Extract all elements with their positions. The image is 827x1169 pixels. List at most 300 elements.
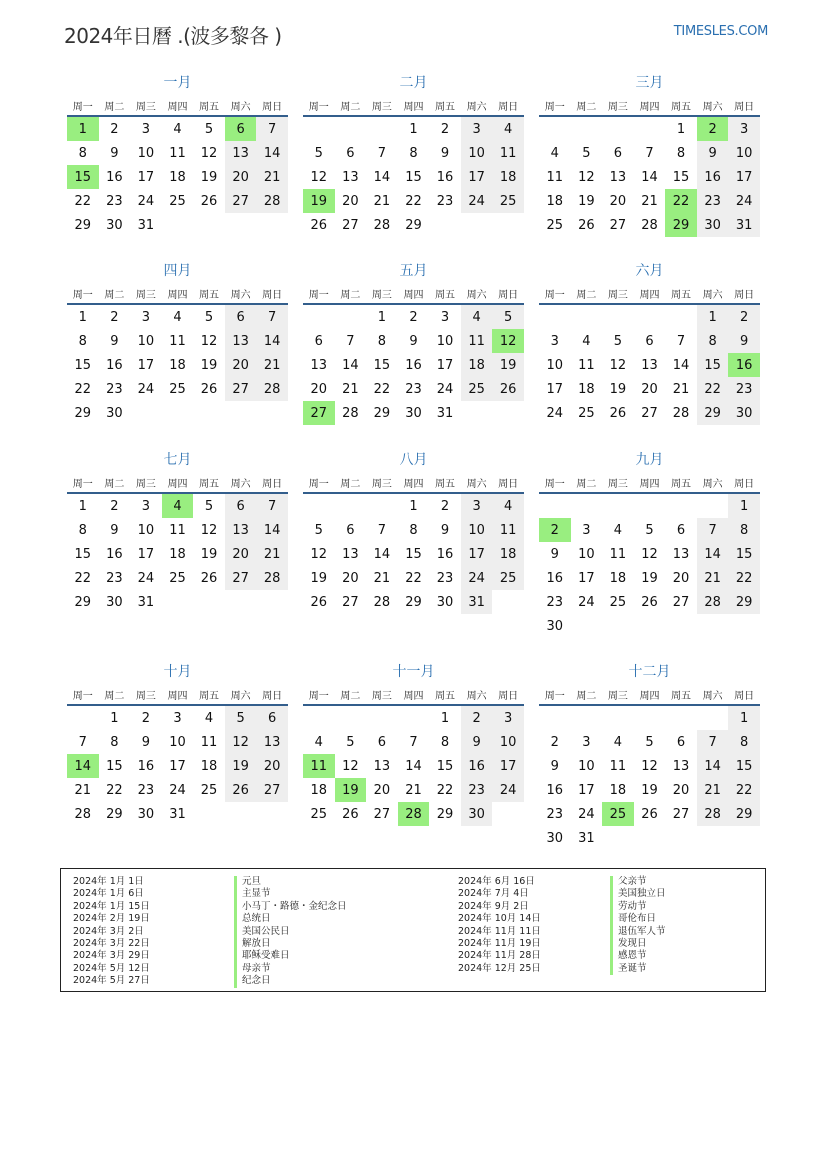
day-cell: 3 — [141, 498, 151, 514]
day-cell: 28 — [641, 217, 658, 233]
weekday-label: 周四 — [639, 101, 660, 113]
day-cell: 18 — [310, 782, 328, 798]
day-cell: 21 — [672, 381, 690, 397]
day-cell: 30 — [728, 401, 760, 425]
day-cell: 19 — [310, 570, 328, 586]
day-cell: 24 — [436, 381, 454, 397]
weekday-label: 周四 — [639, 478, 660, 490]
day-grid — [539, 305, 760, 425]
day-cell: 20 — [225, 165, 257, 189]
holiday-name: 感恩节 — [610, 950, 666, 962]
day-cell: 17 — [546, 381, 564, 397]
day-cell: 13 — [342, 169, 359, 185]
day-cell: 10 — [169, 734, 186, 750]
day-cell: 13 — [672, 546, 690, 562]
day-cell: 3 — [728, 117, 760, 141]
weekday-label: 周六 — [702, 478, 723, 490]
holiday-day-cell: 27 — [303, 401, 335, 425]
weekday-label: 周六 — [230, 289, 251, 301]
day-cell: 16 — [106, 169, 123, 185]
day-cell: 5 — [645, 734, 654, 750]
day-cell: 24 — [461, 189, 493, 213]
empty-day-cell — [335, 494, 367, 518]
day-cell: 6 — [225, 305, 257, 329]
day-cell: 5 — [225, 706, 257, 730]
day-cell: 4 — [613, 734, 623, 750]
day-cell: 12 — [609, 357, 627, 373]
weekday-label: 周一 — [72, 289, 93, 301]
holiday-names-right — [610, 876, 666, 975]
day-cell: 23 — [436, 193, 454, 209]
day-cell: 3 — [141, 121, 151, 137]
day-cell: 28 — [74, 806, 92, 822]
holiday-date: 2024年 2月 19日 — [73, 913, 150, 925]
month-name: 一月 — [163, 75, 192, 91]
holiday-day-cell: 22 — [665, 189, 697, 213]
empty-day-cell — [665, 706, 697, 730]
weekday-label: 周一 — [308, 478, 329, 490]
day-cell: 18 — [492, 165, 524, 189]
weekday-label: 周二 — [104, 289, 125, 301]
day-cell: 3 — [141, 309, 151, 325]
holiday-date: 2024年 11月 11日 — [458, 925, 541, 937]
day-cell: 18 — [609, 782, 627, 798]
month-calendar — [67, 450, 288, 614]
day-cell: 20 — [672, 782, 690, 798]
day-cell: 23 — [697, 189, 729, 213]
day-cell: 26 — [641, 806, 658, 822]
day-cell: 29 — [405, 217, 422, 233]
empty-day-cell — [634, 706, 666, 730]
day-cell: 27 — [672, 594, 690, 610]
day-cell: 28 — [697, 802, 729, 826]
day-cell: 19 — [200, 546, 218, 562]
day-cell: 21 — [74, 782, 92, 798]
day-cell: 26 — [609, 405, 627, 421]
day-cell: 2 — [461, 706, 493, 730]
day-cell: 27 — [342, 594, 359, 610]
day-cell: 6 — [346, 522, 355, 538]
holiday-date: 2024年 1月 6日 — [73, 888, 144, 900]
weekday-label: 周四 — [167, 289, 188, 301]
day-cell: 23 — [137, 782, 155, 798]
weekday-label: 周五 — [671, 690, 692, 702]
day-cell: 8 — [409, 145, 418, 161]
day-cell: 23 — [461, 778, 493, 802]
weekday-label: 周日 — [734, 289, 755, 301]
day-cell: 26 — [492, 377, 524, 401]
day-cell: 8 — [728, 730, 760, 754]
day-cell: 24 — [137, 381, 155, 397]
weekday-label: 周二 — [576, 690, 597, 702]
day-cell: 20 — [609, 193, 627, 209]
day-cell: 7 — [346, 333, 355, 349]
page-title: 2024年日曆 .(波多黎各 ) — [64, 24, 282, 48]
day-cell: 29 — [74, 217, 92, 233]
weekday-label: 周五 — [435, 690, 456, 702]
holiday-date: 2024年 10月 14日 — [458, 913, 541, 925]
month-name: 四月 — [163, 263, 192, 279]
day-cell: 6 — [377, 734, 387, 750]
weekday-label: 周六 — [230, 101, 251, 113]
day-cell: 7 — [256, 305, 288, 329]
empty-day-cell — [539, 706, 571, 730]
weekday-header — [303, 283, 524, 305]
day-cell: 13 — [342, 546, 359, 562]
day-cell: 1 — [110, 710, 119, 726]
day-cell: 27 — [225, 377, 257, 401]
day-cell: 25 — [492, 189, 524, 213]
day-cell: 1 — [676, 121, 686, 137]
weekday-label: 周日 — [498, 289, 519, 301]
weekday-label: 周三 — [135, 289, 156, 301]
day-cell: 23 — [106, 193, 123, 209]
day-cell: 22 — [436, 782, 454, 798]
holiday-date: 2024年 6月 16日 — [458, 876, 535, 887]
weekday-label: 周六 — [466, 289, 487, 301]
day-cell: 17 — [436, 357, 454, 373]
day-cell: 9 — [440, 522, 450, 538]
day-cell: 31 — [461, 590, 493, 614]
weekday-label: 周一 — [72, 478, 93, 490]
weekday-label: 周日 — [262, 289, 283, 301]
day-cell: 1 — [377, 309, 387, 325]
day-cell: 17 — [578, 782, 595, 798]
day-cell: 5 — [204, 309, 214, 325]
day-cell: 12 — [641, 546, 658, 562]
weekday-label: 周五 — [435, 101, 456, 113]
weekday-label: 周六 — [466, 478, 487, 490]
day-cell: 5 — [613, 333, 623, 349]
weekday-label: 周四 — [167, 101, 188, 113]
day-cell: 4 — [173, 121, 182, 137]
empty-day-cell — [571, 706, 603, 730]
day-cell: 8 — [676, 145, 686, 161]
day-cell: 23 — [106, 381, 123, 397]
empty-day-cell — [67, 706, 99, 730]
day-cell: 30 — [106, 594, 123, 610]
weekday-label: 周二 — [576, 478, 597, 490]
day-cell: 23 — [405, 381, 422, 397]
day-cell: 29 — [74, 405, 92, 421]
empty-day-cell — [634, 494, 666, 518]
day-cell: 11 — [461, 329, 493, 353]
day-cell: 26 — [200, 193, 218, 209]
day-cell: 21 — [405, 782, 422, 798]
weekday-label: 周六 — [230, 690, 251, 702]
weekday-label: 周日 — [498, 101, 519, 113]
empty-day-cell — [398, 706, 430, 730]
empty-day-cell — [335, 305, 367, 329]
weekday-label: 周五 — [199, 478, 220, 490]
day-cell: 9 — [550, 546, 559, 562]
holiday-day-cell: 16 — [728, 353, 760, 377]
day-cell: 27 — [256, 778, 288, 802]
day-cell: 24 — [137, 193, 155, 209]
day-grid — [539, 117, 760, 237]
day-cell: 26 — [310, 594, 328, 610]
day-cell: 16 — [697, 165, 729, 189]
day-cell: 26 — [200, 381, 218, 397]
holiday-date: 2024年 1月 15日 — [73, 900, 150, 912]
weekday-label: 周一 — [544, 478, 565, 490]
day-cell: 7 — [377, 145, 387, 161]
day-cell: 18 — [578, 381, 595, 397]
day-cell: 8 — [377, 333, 387, 349]
holiday-name: 哥伦布日 — [610, 913, 666, 925]
day-cell: 5 — [645, 522, 654, 538]
day-cell: 14 — [256, 141, 288, 165]
holiday-name: 美国独立日 — [610, 888, 666, 900]
holiday-name: 父亲节 — [610, 876, 666, 888]
day-cell: 10 — [578, 758, 595, 774]
day-cell: 18 — [169, 169, 186, 185]
weekday-header — [303, 684, 524, 706]
day-cell: 17 — [728, 165, 760, 189]
day-cell: 29 — [436, 806, 454, 822]
day-cell: 25 — [169, 193, 186, 209]
day-cell: 19 — [641, 782, 658, 798]
day-cell: 18 — [169, 546, 186, 562]
day-grid — [303, 117, 524, 237]
weekday-label: 周一 — [308, 289, 329, 301]
day-cell: 25 — [200, 782, 218, 798]
day-cell: 29 — [697, 401, 729, 425]
holiday-list — [60, 868, 766, 992]
day-cell: 14 — [641, 169, 658, 185]
weekday-label: 周日 — [262, 478, 283, 490]
day-cell: 12 — [225, 730, 257, 754]
empty-day-cell — [335, 706, 367, 730]
month-name: 九月 — [635, 452, 664, 468]
day-cell: 9 — [440, 145, 450, 161]
weekday-label: 周一 — [544, 101, 565, 113]
month-calendar — [539, 450, 760, 638]
month-calendar — [539, 662, 760, 850]
month-name: 十一月 — [392, 664, 435, 680]
day-cell: 31 — [137, 217, 155, 233]
day-cell: 14 — [342, 357, 359, 373]
day-cell: 4 — [461, 305, 493, 329]
empty-day-cell — [303, 706, 335, 730]
day-cell: 1 — [409, 121, 418, 137]
day-cell: 4 — [550, 145, 559, 161]
day-cell: 15 — [74, 546, 92, 562]
day-cell: 28 — [256, 377, 288, 401]
day-cell: 13 — [225, 141, 257, 165]
day-cell: 12 — [200, 145, 218, 161]
month-calendar — [303, 450, 524, 614]
day-cell: 21 — [641, 193, 658, 209]
day-cell: 11 — [578, 357, 595, 373]
empty-day-cell — [697, 494, 729, 518]
empty-day-cell — [571, 494, 603, 518]
day-cell: 3 — [582, 522, 591, 538]
day-cell: 12 — [310, 546, 328, 562]
weekday-label: 周一 — [308, 690, 329, 702]
day-cell: 7 — [256, 494, 288, 518]
day-cell: 15 — [405, 169, 422, 185]
day-cell: 10 — [137, 145, 155, 161]
holiday-date: 2024年 5月 12日 — [73, 962, 150, 974]
day-cell: 3 — [440, 309, 450, 325]
day-cell: 2 — [110, 498, 119, 514]
day-cell: 17 — [169, 758, 186, 774]
day-grid — [539, 494, 760, 638]
holiday-names-left — [234, 876, 347, 988]
day-cell: 9 — [728, 329, 760, 353]
empty-day-cell — [634, 305, 666, 329]
day-cell: 10 — [728, 141, 760, 165]
empty-day-cell — [571, 305, 603, 329]
day-cell: 16 — [137, 758, 155, 774]
day-cell: 29 — [728, 590, 760, 614]
empty-day-cell — [303, 494, 335, 518]
weekday-label: 周四 — [403, 289, 424, 301]
day-cell: 3 — [461, 494, 493, 518]
day-cell: 21 — [256, 542, 288, 566]
day-cell: 22 — [74, 193, 92, 209]
holiday-day-cell: 2 — [697, 117, 729, 141]
holiday-day-cell: 14 — [67, 754, 99, 778]
weekday-label: 周六 — [702, 289, 723, 301]
weekday-label: 周日 — [734, 478, 755, 490]
day-cell: 17 — [461, 542, 493, 566]
weekday-label: 周五 — [671, 478, 692, 490]
holiday-name: 劳动节 — [610, 901, 666, 913]
day-cell: 27 — [225, 566, 257, 590]
day-cell: 12 — [342, 758, 359, 774]
day-cell: 21 — [256, 165, 288, 189]
day-cell: 6 — [346, 145, 355, 161]
weekday-label: 周一 — [544, 289, 565, 301]
day-cell: 2 — [141, 710, 151, 726]
day-cell: 10 — [137, 522, 155, 538]
day-cell: 12 — [200, 522, 218, 538]
day-cell: 27 — [342, 217, 359, 233]
day-cell: 6 — [225, 494, 257, 518]
day-cell: 7 — [676, 333, 686, 349]
weekday-label: 周一 — [72, 690, 93, 702]
day-cell: 8 — [78, 145, 87, 161]
day-cell: 16 — [546, 782, 564, 798]
day-cell: 15 — [74, 357, 92, 373]
holiday-date: 2024年 11月 19日 — [458, 937, 541, 949]
empty-day-cell — [539, 305, 571, 329]
day-cell: 24 — [169, 782, 186, 798]
day-cell: 2 — [409, 309, 418, 325]
weekday-label: 周六 — [466, 690, 487, 702]
day-cell: 11 — [492, 518, 524, 542]
day-cell: 2 — [550, 734, 559, 750]
day-cell: 22 — [74, 570, 92, 586]
day-cell: 28 — [697, 590, 729, 614]
month-calendar — [539, 73, 760, 237]
day-cell: 25 — [310, 806, 328, 822]
day-cell: 30 — [405, 405, 422, 421]
holiday-name: 解放日 — [234, 938, 347, 950]
day-cell: 6 — [676, 522, 686, 538]
weekday-label: 周四 — [639, 690, 660, 702]
day-cell: 18 — [546, 193, 564, 209]
weekday-label: 周四 — [403, 690, 424, 702]
holiday-name: 美国公民日 — [234, 926, 347, 938]
day-cell: 12 — [578, 169, 595, 185]
day-cell: 15 — [728, 542, 760, 566]
day-cell: 13 — [373, 758, 391, 774]
day-cell: 15 — [405, 546, 422, 562]
day-cell: 22 — [405, 570, 422, 586]
day-grid — [303, 706, 524, 826]
day-cell: 27 — [672, 806, 690, 822]
weekday-label: 周五 — [199, 289, 220, 301]
day-cell: 11 — [546, 169, 564, 185]
day-cell: 7 — [697, 730, 729, 754]
weekday-label: 周二 — [576, 289, 597, 301]
day-cell: 20 — [225, 542, 257, 566]
month-calendar — [303, 261, 524, 425]
day-cell: 30 — [137, 806, 155, 822]
holiday-date: 2024年 3月 29日 — [73, 950, 150, 962]
weekday-label: 周三 — [607, 478, 628, 490]
day-cell: 30 — [546, 830, 564, 846]
weekday-label: 周三 — [607, 101, 628, 113]
weekday-label: 周日 — [498, 690, 519, 702]
day-cell: 15 — [373, 357, 391, 373]
empty-day-cell — [697, 706, 729, 730]
day-cell: 31 — [137, 594, 155, 610]
day-cell: 26 — [342, 806, 359, 822]
day-cell: 15 — [106, 758, 123, 774]
day-cell: 18 — [492, 542, 524, 566]
day-cell: 19 — [609, 381, 627, 397]
site-link[interactable]: TIMESLES.COM — [673, 24, 768, 39]
holiday-date: 2024年 5月 27日 — [73, 975, 150, 987]
day-cell: 21 — [373, 570, 391, 586]
holiday-day-cell: 28 — [398, 802, 430, 826]
day-cell: 17 — [492, 754, 524, 778]
weekday-label: 周六 — [702, 101, 723, 113]
month-name: 七月 — [163, 452, 192, 468]
day-cell: 28 — [373, 594, 391, 610]
day-cell: 29 — [106, 806, 123, 822]
day-cell: 16 — [461, 754, 493, 778]
day-cell: 4 — [492, 117, 524, 141]
month-calendar — [67, 73, 288, 237]
day-cell: 21 — [342, 381, 359, 397]
day-cell: 8 — [110, 734, 119, 750]
day-cell: 22 — [697, 377, 729, 401]
weekday-label: 周四 — [167, 478, 188, 490]
day-cell: 23 — [546, 806, 564, 822]
day-cell: 6 — [676, 734, 686, 750]
weekday-label: 周一 — [544, 690, 565, 702]
day-cell: 27 — [609, 217, 627, 233]
day-cell: 30 — [697, 213, 729, 237]
day-cell: 16 — [436, 546, 454, 562]
empty-day-cell — [602, 706, 634, 730]
day-grid — [303, 305, 524, 425]
holiday-name: 发现日 — [610, 938, 666, 950]
weekday-label: 周四 — [403, 101, 424, 113]
day-cell: 17 — [137, 546, 155, 562]
day-cell: 24 — [578, 594, 595, 610]
day-cell: 22 — [373, 381, 391, 397]
day-cell: 10 — [461, 141, 493, 165]
day-cell: 6 — [645, 333, 654, 349]
day-cell: 7 — [697, 518, 729, 542]
day-cell: 22 — [728, 566, 760, 590]
